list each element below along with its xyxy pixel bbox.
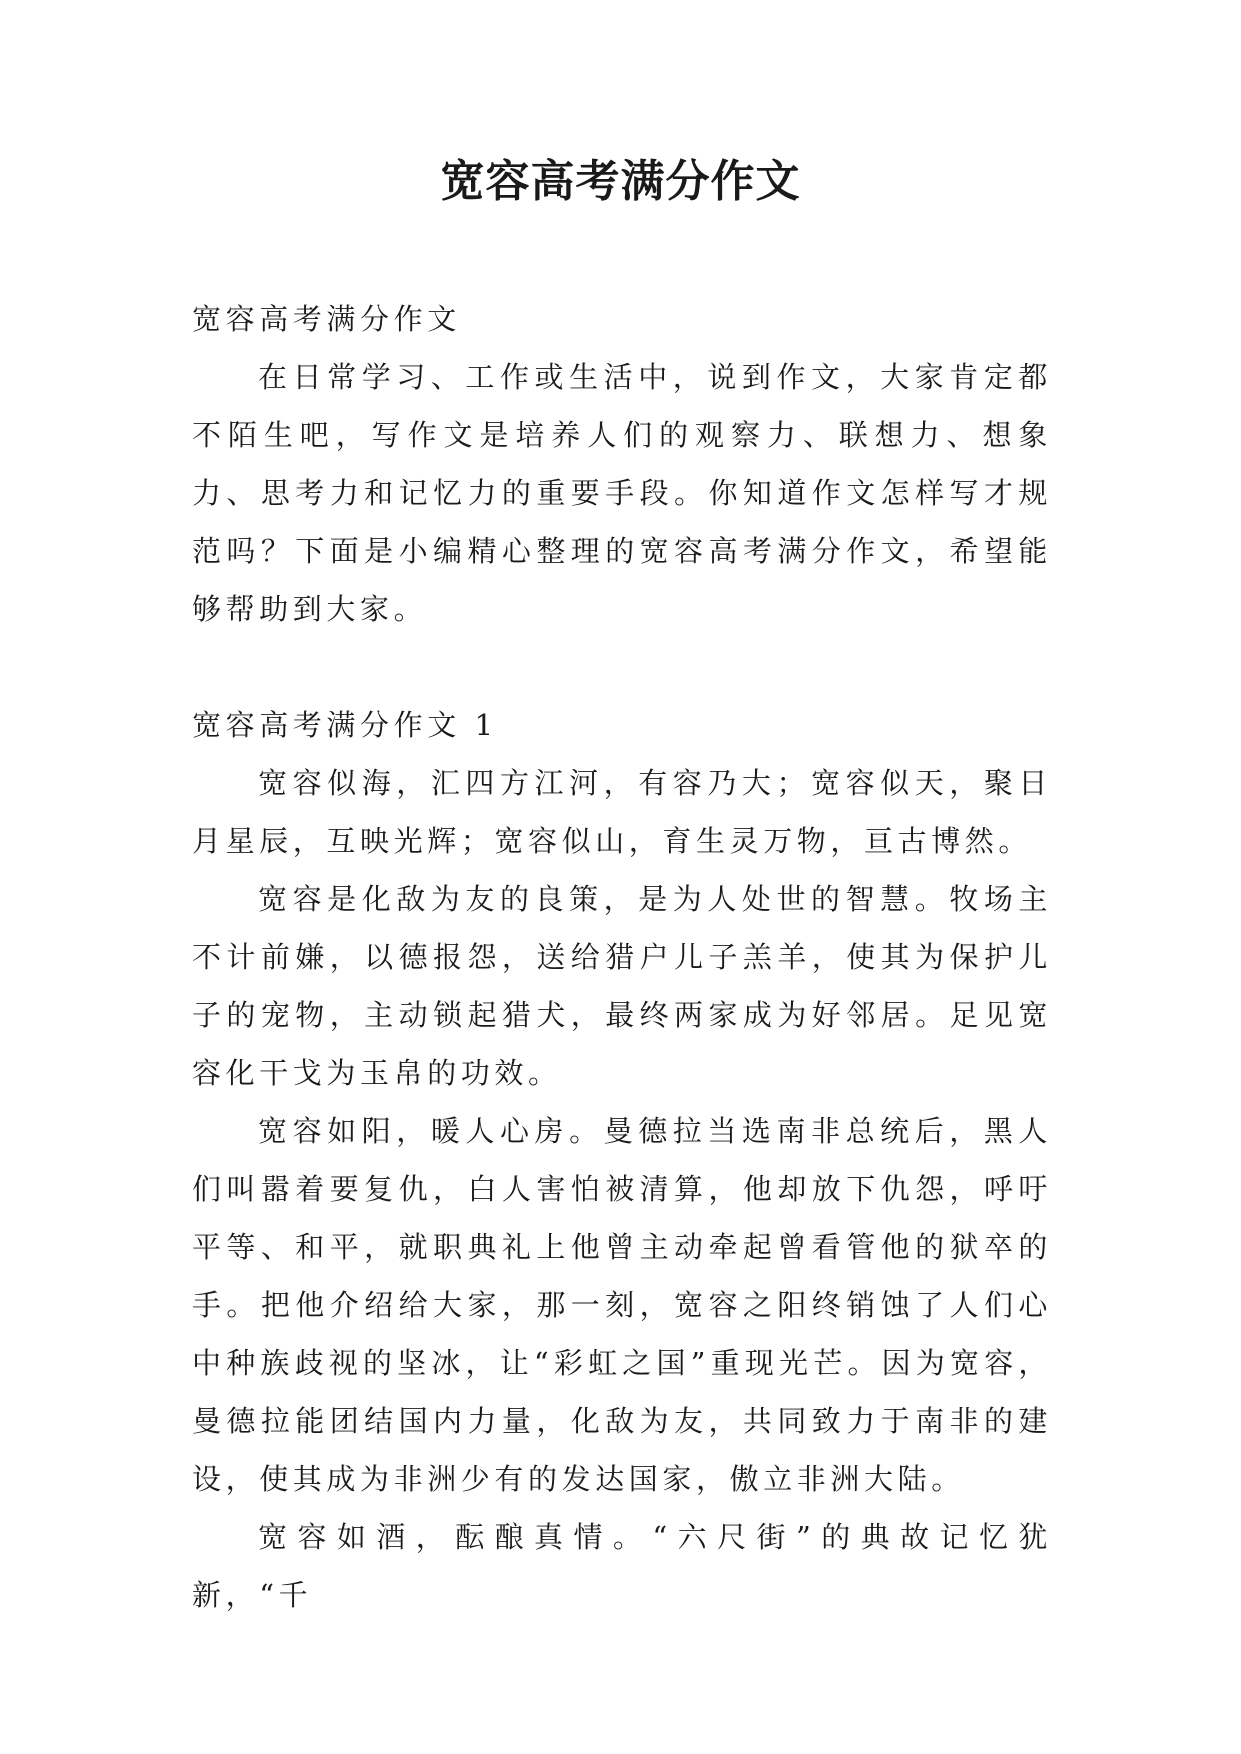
section-heading: 宽容高考满分作文 1	[192, 708, 498, 742]
intro-section	[192, 290, 1052, 638]
body-paragraph: 在日常学习、工作或生活中，说到作文，大家肯定都不陌生吧，写作文是培养人们的观察力、联想力、想象力、思考力和记忆力的重要手段。你知道作文怎样写才规范吗？下面是小编精心整理的宽容高考满分作文，希望能够帮助到大家。	[192, 360, 1052, 626]
body-paragraph: 宽容如阳，暖人心房。曼德拉当选南非总统后，黑人们叫嚣着要复仇，白人害怕被清算，他却放下仇怨，呼吁平等、和平，就职典礼上他曾主动牵起曾看管他的狱卒的手。把他介绍给大家，那一刻，宽容之阳终销蚀了人们心中种族歧视的坚冰，让“彩虹之国”重现光芒。因为宽容，曼德拉能团结国内力量，化敌为友，共同致力于南非的建设，使其成为非洲少有的发达国家，傲立非洲大陆。	[192, 1114, 1052, 1496]
section-heading: 宽容高考满分作文	[192, 302, 461, 336]
section-spacer	[192, 638, 1052, 696]
document-title: 宽容高考满分作文	[440, 156, 801, 207]
essay-section-1	[192, 696, 1052, 1624]
body-paragraph: 宽容如酒，酝酿真情。“六尺街”的典故记忆犹新，“千	[192, 1520, 1052, 1612]
document-body	[192, 290, 1052, 1624]
body-paragraph: 宽容似海，汇四方江河，有容乃大；宽容似天，聚日月星辰，互映光辉；宽容似山，育生灵万物，亘古博然。	[192, 766, 1052, 858]
body-paragraph: 宽容是化敌为友的良策，是为人处世的智慧。牧场主不计前嫌，以德报怨，送给猎户儿子羔羊，使其为保护儿子的宠物，主动锁起猎犬，最终两家成为好邻居。足见宽容化干戈为玉帛的功效。	[192, 882, 1052, 1090]
